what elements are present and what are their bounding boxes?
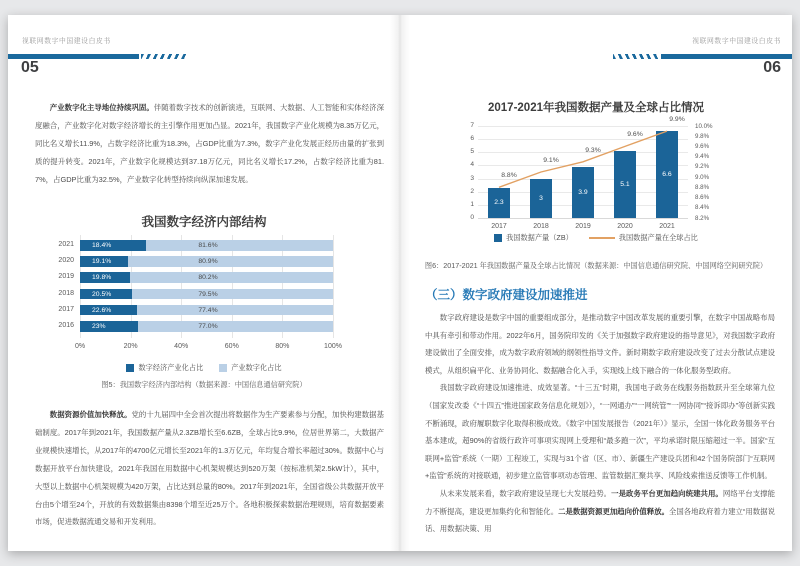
bar-value-label: 22.6% — [92, 306, 112, 314]
line-point-label: 8.8% — [501, 172, 517, 180]
line-point-label: 9.3% — [585, 146, 601, 154]
right-axis-tick-label: 9.6% — [695, 142, 710, 150]
bar-value-label: 80.2% — [198, 274, 218, 282]
paragraph-body-text: 从未来发展来看，数字政府建设呈现七大发展趋势。 — [439, 488, 612, 498]
paragraph-body-text: 网络平台支撑能力不断提高，建设更加集约化和智能化。 — [425, 488, 775, 516]
legend-square-swatch — [494, 234, 502, 242]
figure5-chart-title: 我国数字经济内部结构 — [141, 215, 267, 229]
x-axis-tick-label: 60% — [224, 343, 239, 350]
y-axis-year-label: 2021 — [58, 241, 74, 248]
legend-item — [494, 233, 573, 243]
grid-line-horizontal — [478, 218, 688, 219]
paragraph-body-text: 伴随着数字技术的创新演进，互联网、大数据、人工智能和实体经济深度融合，产业数字化对数字经济增长的主引擎作用更加凸显。2021年，我国数字产业化规模为8.35万亿元，同比名义增长11.9%，占数字经济比重为18.3%，占GDP比重为7.3%，数字产业化发展正经历由量的扩张到质的提升转变。2021年，产业数字化规模达到37.18万亿元，同比名义增长17.2%，占数字经济比重为81.7%，占GDP比重为32.5%，产业数字化转型持续向纵深加速发展。 — [35, 103, 384, 184]
whitepaper-spread — [8, 15, 792, 551]
legend-item — [126, 363, 203, 373]
section-heading-digital-government: （三）数字政府建设加速推进 — [425, 288, 588, 302]
left-axis-tick-label: 1 — [470, 200, 474, 208]
body-text-column — [425, 309, 775, 538]
y-axis-year-label: 2020 — [58, 257, 74, 265]
line-point-label: 9.1% — [543, 157, 559, 164]
figure6-legend — [400, 233, 792, 243]
legend-label: 产业数字化占比 — [231, 363, 282, 372]
x-axis-tick-label: 80% — [275, 343, 290, 350]
paragraph-body-text: 数字政府建设是数字中国的重要组成部分，是推动数字中国改革发展的重要引擎，在数字中国战略布局中具有牵引和带动作用。2022年6月，国务院印发的《关于加强数字政府建设的指导意见》，对我国数字政府建设做出了全面安排，成为数字政府领域的纲领性指导文件。新时期数字政府建设改变了过去分散试点建设模式，从组织扁平化、业务协同化、数据融合化入手，实现线上线下融合的一体化服务型政府。 — [425, 313, 775, 375]
legend-label: 数字经济产业化占比 — [138, 363, 204, 372]
left-axis-tick-label: 5 — [470, 148, 474, 156]
x-axis-tick-label: 40% — [174, 343, 189, 350]
bar-value-label: 3 — [539, 194, 543, 202]
grid-line-vertical — [333, 235, 334, 338]
bar-value-label: 6.6 — [662, 171, 672, 179]
header-rule-bar — [8, 54, 139, 59]
y-axis-year-label: 2017 — [58, 305, 74, 313]
trend-line — [478, 126, 688, 218]
figure6-chart-title: 2017-2021年我国数据产量及全球占比情况 — [488, 102, 704, 114]
trend1-bold: 一是政务平台更加趋向统建共用。 — [611, 488, 723, 498]
y-axis-year-label: 2019 — [58, 273, 74, 281]
left-axis-tick-label: 0 — [470, 214, 474, 221]
x-axis-category-label: 2021 — [659, 223, 675, 230]
y-axis-year-label: 2016 — [58, 322, 74, 329]
y-axis-year-label: 2018 — [58, 289, 74, 297]
paragraph-digital-government-progress — [425, 379, 775, 485]
header-rule-bar — [661, 54, 792, 59]
paragraph-body-text: 党的十九届四中全会首次提出将数据作为生产要素参与分配，加快构建数据基础制度。2017年到2021年，我国数据产量从2.3ZB增长至6.6ZB，全球占比9.9%，位居世界第二，大数据产业规模快速增长，从2017年的4700亿元增长至2021年的1.3万亿元，年均复合增长率超过30%。数据中心与数据开放平台加快建设，2021年我国在用数据中心机架规模达到520万架（按标准机架2.5kW计），其中，大型以上数据中心机架规模为420万架，占比达到总量的80%。2017年到2021年，全国省级公共数据开放平台由5个增至24个，开放的有效数据集由8398个增至近25万个。各地积极探索数据治理规则，培育数据要素市场，促进数据流通交易和开发利用。 — [35, 410, 384, 527]
bar-value-label: 19.1% — [92, 258, 112, 266]
bar-segment-digital-industrialization — [80, 240, 146, 251]
right-axis-tick-label: 9.2% — [695, 163, 710, 171]
paragraph-digital-government-intro — [425, 309, 775, 379]
legend-label: 我国数据产量（ZB） — [506, 233, 573, 242]
bar-value-label: 19.8% — [92, 274, 112, 282]
bar-value-label: 5.1 — [620, 181, 630, 188]
paragraph-lead-bold: 数据资源价值加快释放。 — [49, 410, 132, 419]
figure5-caption: 图5：我国数字经济内部结构（数据来源：中国信息通信研究院） — [101, 380, 307, 389]
paragraph-body-text: 全国各地政府着力建立“用数据说话、用数据决策、用 — [425, 506, 775, 534]
x-axis-category-label: 2019 — [575, 223, 591, 230]
x-axis-category-label: 2017 — [491, 223, 507, 230]
figure5-stacked-bar-chart — [8, 233, 400, 355]
bar-value-label: 23% — [92, 323, 106, 330]
bar-value-label: 80.9% — [198, 258, 218, 266]
bar-value-label: 18.4% — [92, 242, 112, 249]
right-axis-tick-label: 8.2% — [695, 214, 710, 222]
right-axis-tick-label: 8.6% — [695, 194, 710, 202]
bar-value-label: 77.0% — [198, 323, 218, 330]
header-slashes-decoration — [141, 54, 187, 59]
x-axis-tick-label: 20% — [123, 343, 138, 350]
x-axis-tick-label: 0% — [74, 343, 86, 350]
bar-value-label: 3.9 — [578, 188, 588, 196]
x-axis-category-label: 2020 — [617, 223, 633, 230]
x-axis-category-label: 2018 — [533, 223, 549, 230]
bar-segment-industry-digitalization — [146, 240, 333, 251]
legend-label: 我国数据产量在全球占比 — [618, 233, 698, 242]
page-number: 05 — [21, 59, 39, 76]
legend-item — [219, 363, 281, 373]
line-point-label: 9.9% — [669, 116, 685, 124]
header-slashes-decoration — [613, 54, 659, 59]
left-axis-tick-label: 6 — [470, 135, 474, 143]
header-booklet-title: 视联网数字中国建设白皮书 — [22, 38, 111, 45]
paragraph-seven-trends — [425, 485, 775, 538]
right-axis-tick-label: 8.4% — [695, 204, 710, 212]
legend-square-swatch — [219, 364, 227, 372]
line-point-label: 9.6% — [627, 131, 643, 139]
bar-value-label: 2.3 — [494, 199, 504, 207]
left-axis-tick-label: 7 — [470, 122, 474, 129]
figure6-combo-chart-plot — [470, 116, 713, 230]
bar-value-label: 77.4% — [198, 306, 218, 314]
legend-item — [589, 233, 698, 243]
right-axis-tick-label: 9.0% — [695, 173, 710, 181]
trend2-bold: 二是数据资源更加趋向价值释放。 — [558, 506, 669, 516]
right-axis-tick-label: 8.8% — [695, 183, 710, 191]
page-06 — [400, 15, 792, 551]
bar-value-label: 81.6% — [198, 242, 218, 249]
paragraph-body-text: 我国数字政府建设加速推进、成效显著。“十三五”时期，我国电子政务在线服务指数跃升至全球第九位（国家发改委《“十四五”推进国家政务信息化规划》），“一网通办”“一网统管”“一网协同”“接诉即办”等创新实践不断涌现，政府履职数字化取得积极成效。《数字中国发展报告（2021年）》显示，全国一体化政务服务平台基本建成，超90%的省级行政许可事项实现网上受理和“最多跑一次”，平均承诺时限压缩超过一半。国家“互联网+监管”系统（一期）工程竣工，实现与31个省（区、市）、新疆生产建设兵团和42个国务院部门“互联网+监管”系统的对接联通，初步建立监管事项动态管理、监管数据汇聚共享、风险线索推送反馈等工作机制。 — [425, 383, 775, 481]
left-axis-tick-label: 3 — [470, 174, 474, 182]
bar-value-label: 20.5% — [92, 290, 112, 298]
legend-square-swatch — [126, 364, 134, 372]
bar-segment-digital-industrialization — [80, 321, 138, 332]
right-axis-tick-label: 9.8% — [695, 132, 710, 140]
page-05 — [8, 15, 400, 551]
bar-value-label: 79.5% — [198, 290, 218, 298]
paragraph-data-resources — [35, 406, 384, 531]
x-axis-tick-label: 100% — [324, 343, 342, 350]
paragraph-industrial-digitalization — [35, 99, 384, 189]
paragraph-lead-bold: 产业数字化主导地位持续巩固。 — [49, 103, 154, 112]
left-axis-tick-label: 2 — [470, 187, 474, 195]
figure6-caption: 图6：2017-2021 年我国数据产量及全球占比情况（数据来源：中国信息通信研究院、中国网络空间研究院） — [424, 261, 768, 270]
legend-line-swatch — [589, 237, 615, 239]
figure5-legend — [8, 363, 400, 373]
right-axis-tick-label: 9.4% — [695, 153, 710, 161]
page-number: 06 — [763, 59, 781, 76]
header-booklet-title: 视联网数字中国建设白皮书 — [692, 38, 781, 45]
right-axis-tick-label: 10.0% — [695, 122, 713, 130]
left-axis-tick-label: 4 — [470, 161, 474, 169]
